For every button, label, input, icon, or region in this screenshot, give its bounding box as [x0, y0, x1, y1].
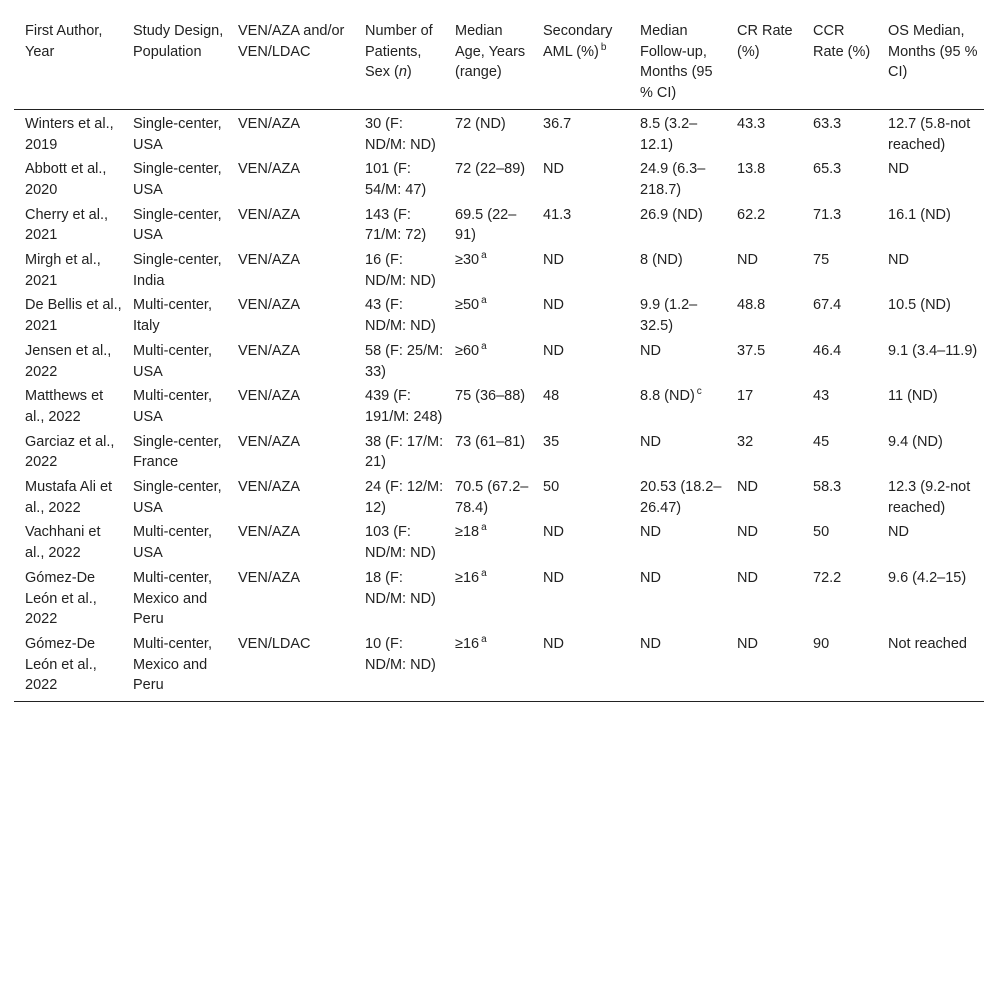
cell-author: Gómez-De León et al., 2022 — [25, 569, 97, 628]
cell-median-age: ≥16 $^a$ — [455, 567, 487, 586]
cell-cr-rate: 48.8 — [737, 297, 766, 314]
cell-patients: 30 (F: ND/M: ND) — [365, 115, 436, 153]
cell-regimen: VEN/AZA — [238, 297, 301, 314]
cell-author: Winters et al., 2019 — [25, 115, 114, 153]
cell-secondary-aml: ND — [543, 569, 564, 586]
cell-median-age: 72 (22–89) — [455, 161, 526, 178]
cell-follow-up: 8.5 (3.2–12.1) — [640, 115, 698, 153]
cell-os-median: 12.7 (5.8-not reached) — [888, 115, 971, 153]
table-row — [14, 202, 984, 247]
table-row — [14, 565, 984, 631]
cell-follow-up: ND — [640, 342, 661, 359]
header-follow-up: Median Follow-up, Months (95 % CI) — [629, 11, 726, 109]
cell-ccr-rate: 50 — [813, 524, 830, 541]
cell-follow-up: ND — [629, 631, 726, 702]
cell-cr-rate: 32 — [737, 433, 754, 450]
cell-study-design: Single-center, France — [133, 433, 222, 471]
cell-author: Cherry et al., 2021 — [25, 206, 108, 244]
cell-ccr-rate: 45 — [813, 433, 830, 450]
cell-patients: 16 (F: ND/M: ND) — [365, 252, 436, 289]
table-body — [14, 109, 984, 701]
cell-study-design: Single-center, USA — [133, 206, 222, 244]
footnote-marker: a — [481, 567, 487, 579]
header-median-age: Median Age, Years (range) — [444, 11, 532, 109]
cell-patients: 143 (F: 71/M: 72) — [365, 206, 427, 244]
cell-study-design: Multi-center, Italy — [133, 297, 212, 335]
table-row — [14, 429, 984, 474]
cell-secondary-aml: ND — [543, 161, 564, 178]
cell-cr-rate: ND — [737, 252, 758, 269]
cell-patients: 58 (F: 25/M: 33) — [365, 342, 444, 380]
cell-patients: 103 (F: ND/M: ND) — [365, 524, 436, 562]
cell-author: De Bellis et al., 2021 — [25, 297, 122, 335]
cell-patients: 101 (F: 54/M: 47) — [365, 161, 427, 198]
cell-cr-rate: ND — [737, 524, 758, 541]
cell-cr-rate: 17 — [737, 388, 754, 405]
header-study-design: Study Design, Population — [122, 11, 227, 109]
cell-ccr-rate: 75 — [813, 252, 830, 269]
cell-median-age: 73 (61–81) — [455, 433, 526, 450]
cell-os-median: 12.3 (9.2-not reached) — [888, 479, 971, 516]
cell-os-median: ND — [888, 252, 909, 269]
header-first-author: First Author, Year — [14, 11, 122, 109]
cell-os-median: 9.1 (3.4–11.9) — [888, 342, 978, 359]
cell-regimen: VEN/AZA — [238, 479, 301, 496]
cell-study-design: Single-center, USA — [133, 479, 222, 516]
cell-author: Vachhani et al., 2022 — [25, 524, 101, 562]
cell-follow-up: 20.53 (18.2–26.47) — [640, 479, 722, 516]
table-row — [14, 519, 984, 564]
cell-study-design: Multi-center, USA — [133, 342, 212, 380]
cell-median-age: 72 (ND) — [455, 115, 506, 132]
cell-regimen: VEN/AZA — [238, 388, 301, 405]
cell-follow-up: ND — [640, 524, 661, 541]
cell-patients: 10 (F: ND/M: ND) — [354, 631, 444, 702]
cell-follow-up: 24.9 (6.3–218.7) — [640, 161, 706, 198]
header-cr-rate: CR Rate (%) — [726, 11, 802, 109]
header-ccr-rate: CCR Rate (%) — [802, 11, 877, 109]
cell-author: Garciaz et al., 2022 — [25, 433, 115, 471]
cell-regimen: VEN/AZA — [238, 252, 301, 269]
cell-study-design: Single-center, India — [133, 252, 222, 289]
cell-median-age: ≥16 $^a$ — [444, 631, 532, 702]
cell-patients: 439 (F: 191/M: 248) — [365, 388, 443, 425]
cell-ccr-rate: 58.3 — [813, 479, 842, 496]
cell-os-median: 9.6 (4.2–15) — [888, 569, 967, 586]
results-table — [14, 11, 984, 702]
cell-ccr-rate: 72.2 — [813, 569, 842, 586]
cell-secondary-aml: 48 — [543, 388, 560, 405]
cell-secondary-aml: ND — [532, 631, 629, 702]
cell-author: Abbott et al., 2020 — [25, 161, 107, 198]
cell-secondary-aml: 36.7 — [543, 115, 572, 132]
cell-ccr-rate: 43 — [813, 388, 830, 405]
cell-study-design: Single-center, USA — [133, 161, 222, 198]
footnote-marker: a — [481, 633, 487, 645]
table-row — [14, 247, 984, 292]
header-regimen: VEN/AZA and/or VEN/LDAC — [227, 11, 354, 109]
cell-secondary-aml: 41.3 — [543, 206, 572, 223]
table-row — [14, 474, 984, 519]
cell-cr-rate: 37.5 — [737, 342, 766, 359]
cell-os-median: 9.4 (ND) — [888, 433, 943, 450]
cell-os-median: 10.5 (ND) — [888, 297, 951, 314]
header-os-median: OS Median, Months (95 % CI) — [877, 11, 984, 109]
cell-study-design: Multi-center, USA — [133, 388, 212, 425]
cell-os-median: ND — [888, 161, 909, 178]
cell-cr-rate: 13.8 — [737, 161, 766, 178]
cell-author: Mirgh et al., 2021 — [25, 252, 101, 289]
cell-median-age: ≥50 $^a$ — [455, 295, 487, 314]
header-patients: Number of Patients, Sex (n) — [354, 11, 444, 109]
table-row — [14, 383, 984, 428]
footnote-marker: a — [481, 522, 487, 534]
table-row — [14, 292, 984, 337]
cell-patients: 43 (F: ND/M: ND) — [365, 297, 436, 335]
cell-cr-rate: ND — [726, 631, 802, 702]
cell-follow-up: ND — [640, 433, 661, 450]
cell-median-age: 69.5 (22–91) — [455, 206, 517, 244]
cell-author: Mustafa Ali et al., 2022 — [25, 479, 113, 516]
cell-cr-rate: 62.2 — [737, 206, 766, 223]
cell-median-age: ≥60 $^a$ — [455, 340, 487, 359]
cell-median-age: ≥30 $^a$ — [455, 250, 487, 269]
cell-regimen: VEN/AZA — [238, 433, 301, 450]
cell-ccr-rate: 71.3 — [813, 206, 842, 223]
cell-follow-up: 8.8 (ND) $^c$ — [640, 386, 702, 405]
cell-os-median: Not reached — [877, 631, 984, 702]
cell-author: Matthews et al., 2022 — [25, 388, 104, 425]
cell-secondary-aml: ND — [543, 524, 564, 541]
cell-os-median: 11 (ND) — [888, 388, 938, 405]
cell-ccr-rate: 90 — [802, 631, 877, 702]
cell-study-design: Multi-center, Mexico and Peru — [133, 569, 212, 628]
cell-patients: 38 (F: 17/M: 21) — [365, 433, 444, 471]
cell-ccr-rate: 46.4 — [813, 342, 842, 359]
cell-regimen: VEN/LDAC — [227, 631, 354, 702]
cell-regimen: VEN/AZA — [238, 115, 301, 132]
cell-median-age: 70.5 (67.2–78.4) — [455, 479, 529, 516]
cell-regimen: VEN/AZA — [238, 524, 301, 541]
table-row — [14, 631, 984, 702]
cell-ccr-rate: 63.3 — [813, 115, 842, 132]
cell-median-age: 75 (36–88) — [455, 388, 526, 405]
cell-author: Jensen et al., 2022 — [25, 342, 112, 380]
footnote-marker: a — [481, 250, 487, 262]
cell-regimen: VEN/AZA — [238, 342, 301, 359]
cell-cr-rate: ND — [737, 479, 758, 496]
cell-os-median: 16.1 (ND) — [888, 206, 951, 223]
cell-study-design: Multi-center, USA — [133, 524, 212, 562]
cell-patients: 24 (F: 12/M: 12) — [365, 479, 444, 516]
cell-patients: 18 (F: ND/M: ND) — [365, 569, 436, 607]
footnote-marker: b — [600, 41, 607, 53]
cell-regimen: VEN/AZA — [238, 161, 301, 178]
footnote-marker: a — [481, 295, 487, 307]
header-row — [14, 11, 984, 109]
cell-ccr-rate: 65.3 — [813, 161, 842, 178]
cell-secondary-aml: 35 — [543, 433, 560, 450]
cell-secondary-aml: ND — [543, 297, 564, 314]
cell-regimen: VEN/AZA — [238, 206, 301, 223]
cell-secondary-aml: ND — [543, 252, 564, 269]
cell-cr-rate: ND — [737, 569, 758, 586]
cell-secondary-aml: ND — [543, 342, 564, 359]
cell-follow-up: 26.9 (ND) — [640, 206, 703, 223]
cell-os-median: ND — [888, 524, 909, 541]
cell-secondary-aml: 50 — [543, 479, 560, 496]
table-row — [14, 109, 984, 156]
header-secondary-aml: Secondary AML (%) $^b$ — [532, 11, 629, 109]
footnote-marker: a — [481, 340, 487, 352]
cell-study-design: Single-center, USA — [133, 115, 222, 153]
cell-follow-up: 9.9 (1.2–32.5) — [640, 297, 698, 335]
cell-follow-up: ND — [640, 569, 661, 586]
cell-cr-rate: 43.3 — [737, 115, 766, 132]
cell-ccr-rate: 67.4 — [813, 297, 842, 314]
table-row — [14, 338, 984, 383]
cell-follow-up: 8 (ND) — [640, 252, 683, 269]
cell-study-design: Multi-center, Mexico and Peru — [122, 631, 227, 702]
cell-author: Gómez-De León et al., 2022 — [14, 631, 122, 702]
cell-median-age: ≥18 $^a$ — [455, 522, 487, 541]
cell-regimen: VEN/AZA — [238, 569, 301, 586]
table-row — [14, 156, 984, 201]
footnote-marker: c — [696, 386, 702, 398]
